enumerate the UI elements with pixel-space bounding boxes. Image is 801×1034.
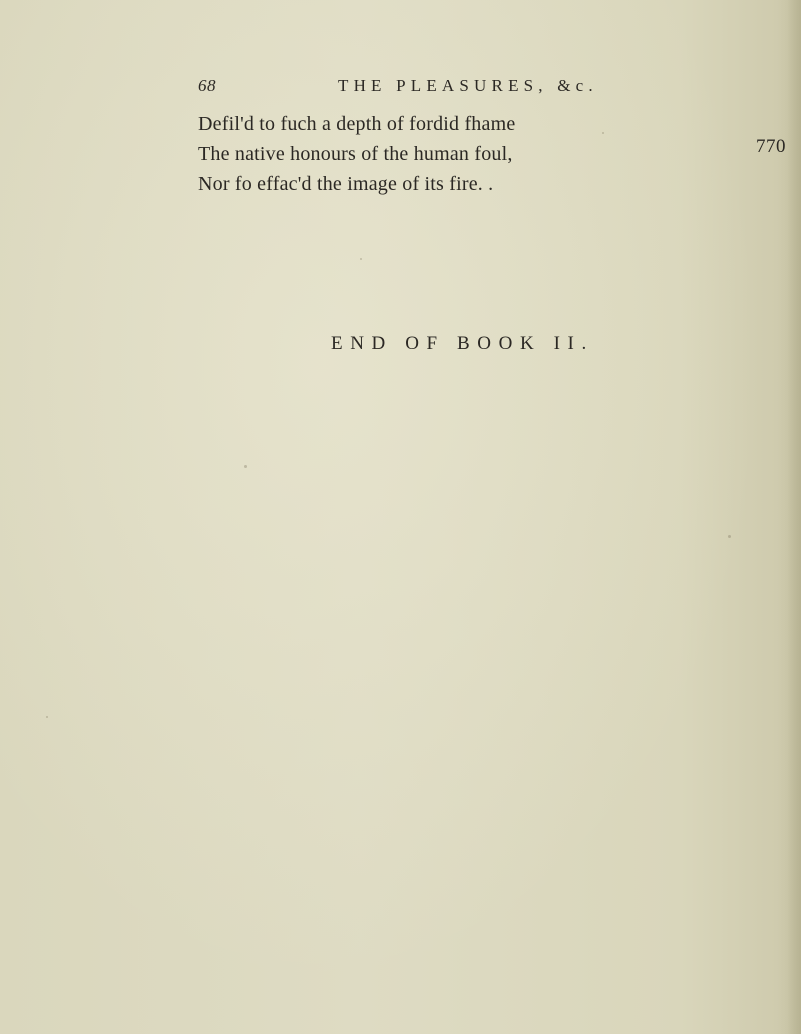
paper-speck xyxy=(244,465,247,468)
verse-line: The native honours of the human foul, xyxy=(198,143,513,165)
paper-speck xyxy=(46,716,48,718)
running-title: THE PLEASURES, &c. xyxy=(338,76,598,95)
verse-block xyxy=(198,109,718,199)
page-edge-shadow xyxy=(787,0,801,1034)
paper-speck xyxy=(360,258,362,260)
page-number: 68 xyxy=(198,76,216,95)
paper-speck xyxy=(728,535,731,538)
page-header xyxy=(198,76,628,106)
verse-line: Nor fo effac'd the image of its fire. . xyxy=(198,173,494,195)
paper-speck xyxy=(602,132,604,134)
end-of-book-heading: END OF BOOK II. xyxy=(331,333,594,354)
verse-line: Defil'd to fuch a depth of fordid fhame xyxy=(198,113,516,135)
verse-line-number: 770 xyxy=(756,136,786,157)
